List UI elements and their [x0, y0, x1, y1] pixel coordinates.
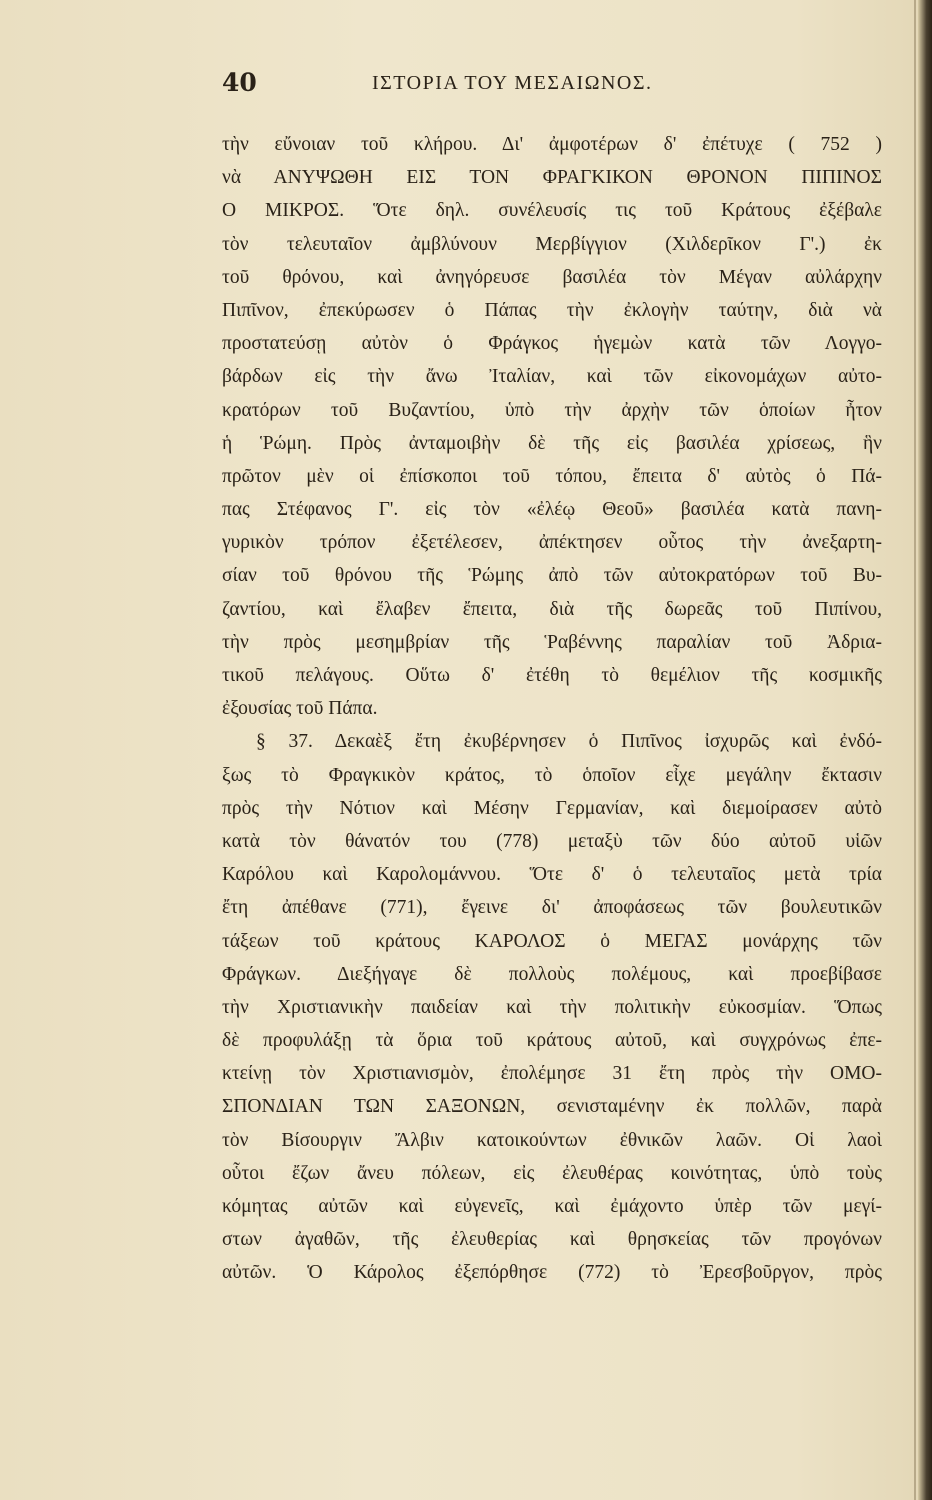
text-line: τοῦ θρόνου, καὶ ἀνηγόρευσε βασιλέα τὸν Μέγαν αὐλάρχην [222, 266, 882, 288]
text-line: πρὸς τὴν Νότιον καὶ Μέσην Γερμανίαν, καὶ διεμοίρασεν αὐτὸ [222, 797, 882, 819]
text-line: ζαντίου, καὶ ἔλαβεν ἔπειτα, διὰ τῆς δωρεᾶς τοῦ Πιπίνου, [222, 598, 882, 620]
text-line: τὴν πρὸς μεσημβρίαν τῆς Ῥαβέννης παραλίαν τοῦ Ἀδρια- [222, 631, 882, 653]
running-title: ΙΣΤΟΡΙΑ ΤΟΥ ΜΕΣΑΙΩΝΟΣ. [372, 72, 653, 94]
text-line: ΣΠΟΝΔΙΑΝ ΤΩΝ ΣΑΞΟΝΩΝ, σενισταμένην ἐκ πολλῶν, παρὰ [222, 1096, 882, 1118]
text-line: αὐτῶν. Ὁ Κάρολος ἐξεπόρθησε (772) τὸ Ἐρεσβοῦργον, πρὸς [222, 1262, 882, 1284]
text-line: Καρόλου καὶ Καρολομάννου. Ὅτε δ' ὁ τελευταῖος μετὰ τρία [222, 864, 882, 886]
page-edge-shadow [918, 0, 932, 1500]
page-number: 40 [222, 68, 257, 97]
text-line: ἐξουσίας τοῦ Πάπα. [222, 698, 378, 720]
text-line: ἡ Ῥώμη. Πρὸς ἀνταμοιβὴν δὲ τῆς εἰς βασιλέα χρίσεως, ἣν [222, 432, 882, 454]
text-line: κατὰ τὸν θάνατόν του (778) μεταξὺ τῶν δύο αὐτοῦ υἱῶν [222, 830, 882, 852]
page-header [222, 68, 722, 108]
text-line: κόμητας αὐτῶν καὶ εὐγενεῖς, καὶ ἐμάχοντο ὑπὲρ τῶν μεγί- [222, 1196, 882, 1217]
text-line: βάρδων εἰς τὴν ἄνω Ἰταλίαν, καὶ τῶν εἰκονομάχων αὐτο- [222, 366, 882, 388]
text-line: πρῶτον μὲν οἱ ἐπίσκοποι τοῦ τόπου, ἔπειτα δ' αὐτὸς ὁ Πά- [222, 465, 882, 487]
text-line: τικοῦ πελάγους. Οὕτω δ' ἐτέθη τὸ θεμέλιον τῆς κοσμικῆς [222, 665, 882, 686]
text-line: προστατεύσῃ αὐτὸν ὁ Φράγκος ἡγεμὼν κατὰ τῶν Λογγο- [222, 333, 882, 355]
text-line: τὸν τελευταῖον ἀμβλύνουν Μερβίγγιον (Χιλδερῖκον Γ'.) ἐκ [222, 233, 882, 255]
text-line: τὴν Χριστιανικὴν παιδείαν καὶ τὴν πολιτικὴν εὐκοσμίαν. Ὅπως [222, 996, 882, 1018]
text-line: τάξεων τοῦ κράτους ΚΑΡΟΛΟΣ ὁ ΜΕΓΑΣ μονάρχης τῶν [222, 930, 882, 952]
text-line: Ο ΜΙΚΡΟΣ. Ὅτε δηλ. συνέλευσίς τις τοῦ Κράτους ἐξέβαλε [222, 200, 882, 222]
body-text [222, 128, 882, 1290]
text-line: τὴν εὔνοιαν τοῦ κλήρου. Δι' ἀμφοτέρων δ' ἐπέτυχε ( 752 ) [222, 134, 882, 155]
text-line: Πιπῖνον, ἐπεκύρωσεν ὁ Πάπας τὴν ἐκλογὴν ταύτην, διὰ νὰ [222, 299, 882, 321]
text-line: δὲ προφυλάξῃ τὰ ὅρια τοῦ κράτους αὐτοῦ, καὶ συγχρόνως ἐπε- [222, 1030, 882, 1052]
text-line: κρατόρων τοῦ Βυζαντίου, ὑπὸ τὴν ἀρχὴν τῶν ὁποίων ἦτον [222, 399, 882, 421]
text-line: Φράγκων. Διεξήγαγε δὲ πολλοὺς πολέμους, καὶ προεβίβασε [222, 963, 882, 985]
text-line: νὰ ΑΝΥΨΩΘΗ ΕΙΣ ΤΟΝ ΦΡΑΓΚΙΚΟΝ ΘΡΟΝΟΝ ΠΙΠΙΝΟΣ [222, 167, 882, 189]
text-line: στων ἀγαθῶν, τῆς ἐλευθερίας καὶ θρησκείας τῶν προγόνων [222, 1229, 882, 1251]
page-gutter-line [914, 0, 916, 1500]
text-line: πας Στέφανος Γ'. εἰς τὸν «ἐλέῳ Θεοῦ» βασιλέα κατὰ πανη- [222, 499, 882, 521]
text-line: κτείνῃ τὸν Χριστιανισμὸν, ἐπολέμησε 31 ἔτη πρὸς τὴν ΟΜΟ- [222, 1063, 882, 1085]
text-line: τὸν Βίσουργιν Ἄλβιν κατοικούντων ἐθνικῶν λαῶν. Οἱ λαοὶ [222, 1129, 882, 1151]
text-line: ἔτη ἀπέθανε (771), ἔγεινε δι' ἀποφάσεως τῶν βουλευτικῶν [222, 897, 882, 919]
text-line: σίαν τοῦ θρόνου τῆς Ῥώμης ἀπὸ τῶν αὐτοκρατόρων τοῦ Βυ- [222, 565, 882, 587]
text-line: γυρικὸν τρόπον ἐξετέλεσεν, ἀπέκτησεν οὗτος τὴν ἀνεξαρτη- [222, 532, 882, 554]
section-start-line: § 37. Δεκαὲξ ἔτη ἐκυβέρνησεν ὁ Πιπῖνος ἰσχυρῶς καὶ ἐνδό- [256, 731, 882, 753]
text-line: ξως τὸ Φραγκικὸν κράτος, τὸ ὁποῖον εἶχε μεγάλην ἔκτασιν [222, 764, 882, 786]
text-line: οὗτοι ἔζων ἄνευ πόλεων, εἰς ἐλευθέρας κοινότητας, ὑπὸ τοὺς [222, 1162, 882, 1184]
